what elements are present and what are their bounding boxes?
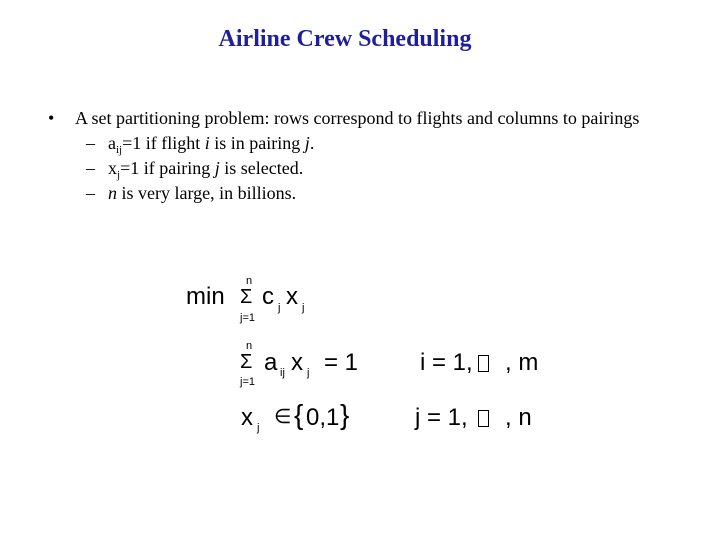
italic-j: j <box>304 133 310 153</box>
formula-x-sub: j <box>257 422 260 434</box>
dash: – <box>86 158 95 178</box>
italic-j: j <box>214 158 220 178</box>
italic-i: i <box>204 133 210 153</box>
text: is very large, in billions. <box>117 183 297 203</box>
dash: – <box>86 133 95 153</box>
formula-x: x <box>241 404 253 431</box>
formula-x-sub: j <box>302 302 305 314</box>
formula-c: c <box>262 283 274 310</box>
var-x: x <box>108 158 117 178</box>
formula-x-sub: j <box>307 367 310 379</box>
formula-a-sub: ij <box>280 367 285 379</box>
text: . <box>309 133 315 153</box>
placeholder-box <box>478 410 489 427</box>
formula-min: min <box>186 283 225 310</box>
brace-close: } <box>340 399 350 430</box>
subscript-ij: ij <box>116 144 123 156</box>
brace-open: { <box>294 399 304 430</box>
formula-x: x <box>291 349 303 376</box>
formula-eq-1: = 1 <box>324 349 359 376</box>
sum2-sigma: Σ <box>240 351 253 373</box>
sum1-sigma: Σ <box>240 286 253 308</box>
formula-i-range: i = 1, <box>420 349 473 376</box>
sum1-lower: j=1 <box>240 312 255 324</box>
formula-set: 0,1 <box>306 404 340 431</box>
slide-title: Airline Crew Scheduling <box>218 26 472 52</box>
text: =1 if flight <box>122 133 205 153</box>
dash: – <box>86 183 95 203</box>
text: is selected. <box>219 158 304 178</box>
formula-c-sub: j <box>278 302 281 314</box>
element-of-symbol: ∈ <box>274 406 292 428</box>
formula-m-tail: , m <box>505 349 539 376</box>
formula-n-tail: , n <box>505 404 532 431</box>
italic-n: n <box>108 183 117 203</box>
subscript-j: j <box>117 169 121 181</box>
text: =1 if pairing <box>120 158 215 178</box>
formula-j-range: j = 1, <box>415 404 468 431</box>
text: is in pairing <box>209 133 305 153</box>
bullet-symbol: • <box>48 108 55 128</box>
placeholder-box <box>478 355 489 372</box>
bullet-text: A set partitioning problem: rows correspond to flights and columns to pairings <box>75 108 640 128</box>
formula-x: x <box>286 283 298 310</box>
formula-a: a <box>264 349 278 376</box>
sum2-upper: n <box>246 340 253 352</box>
sum1-upper: n <box>246 275 253 287</box>
sum2-lower: j=1 <box>240 376 255 388</box>
var-a: a <box>108 133 116 153</box>
